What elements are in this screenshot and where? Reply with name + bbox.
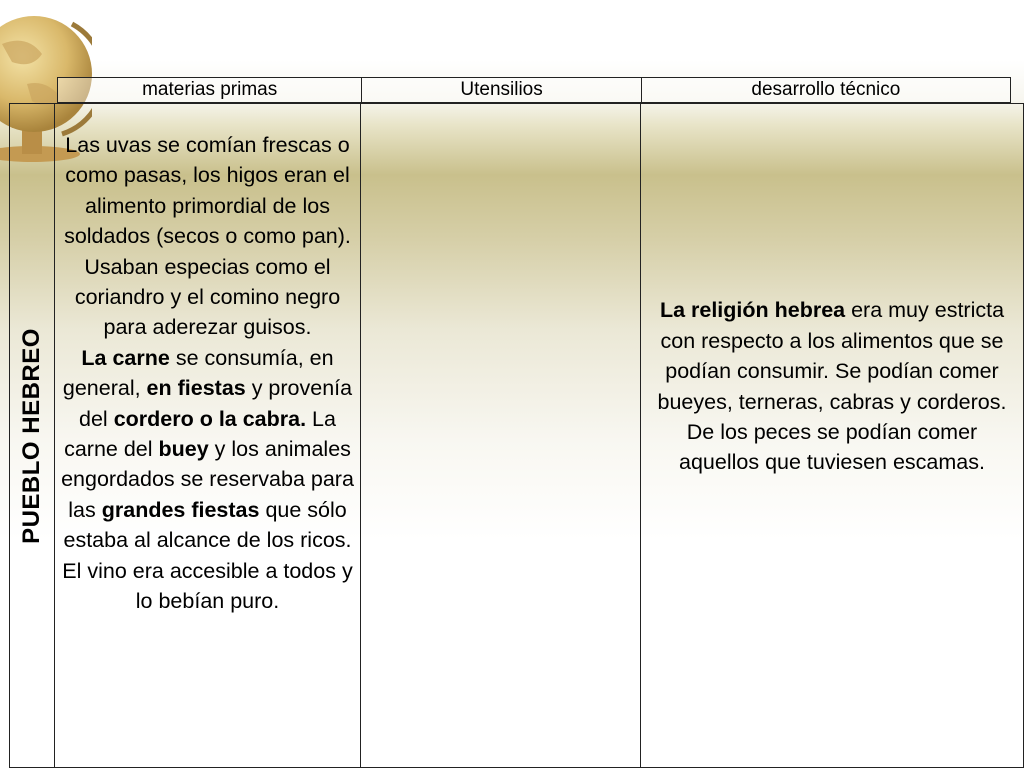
materias-primas-text: Las uvas se comían frescas o como pasas, los higos eran el alimento primordial de los soldados (secos o como pan). Usaban especias como el coriandro y el comino negro para aderezar guisos. La carne se consumía, en general, en fiestas y provenía del cordero o la cabra. La carne del buey y los animales engordados se reservaba para las grandes fiestas que sólo estaba al alcance de los ricos. El vino era accesible a todos y lo bebían puro. bbox=[61, 133, 354, 614]
pueblo-hebreo-table bbox=[9, 103, 1024, 768]
table-header bbox=[57, 77, 1011, 103]
materias-primas-cell bbox=[55, 104, 361, 767]
desarrollo-tecnico-cell bbox=[641, 104, 1023, 767]
utensilios-text bbox=[361, 104, 640, 130]
header-utensilios: Utensilios bbox=[362, 78, 641, 102]
row-label-cell bbox=[10, 104, 55, 767]
desarrollo-tecnico-text: La religión hebrea era muy estricta con respecto a los alimentos que se podían consumir. Se podían comer bueyes, terneras, cabras y corderos. De los peces se podían comer aquellos que tuviesen escamas. bbox=[657, 298, 1007, 475]
utensilios-cell bbox=[361, 104, 641, 767]
header-desarrollo-tecnico: desarrollo técnico bbox=[751, 79, 901, 100]
header-materias-primas: materias primas bbox=[58, 78, 362, 102]
row-label: PUEBLO HEBREO bbox=[18, 327, 45, 544]
